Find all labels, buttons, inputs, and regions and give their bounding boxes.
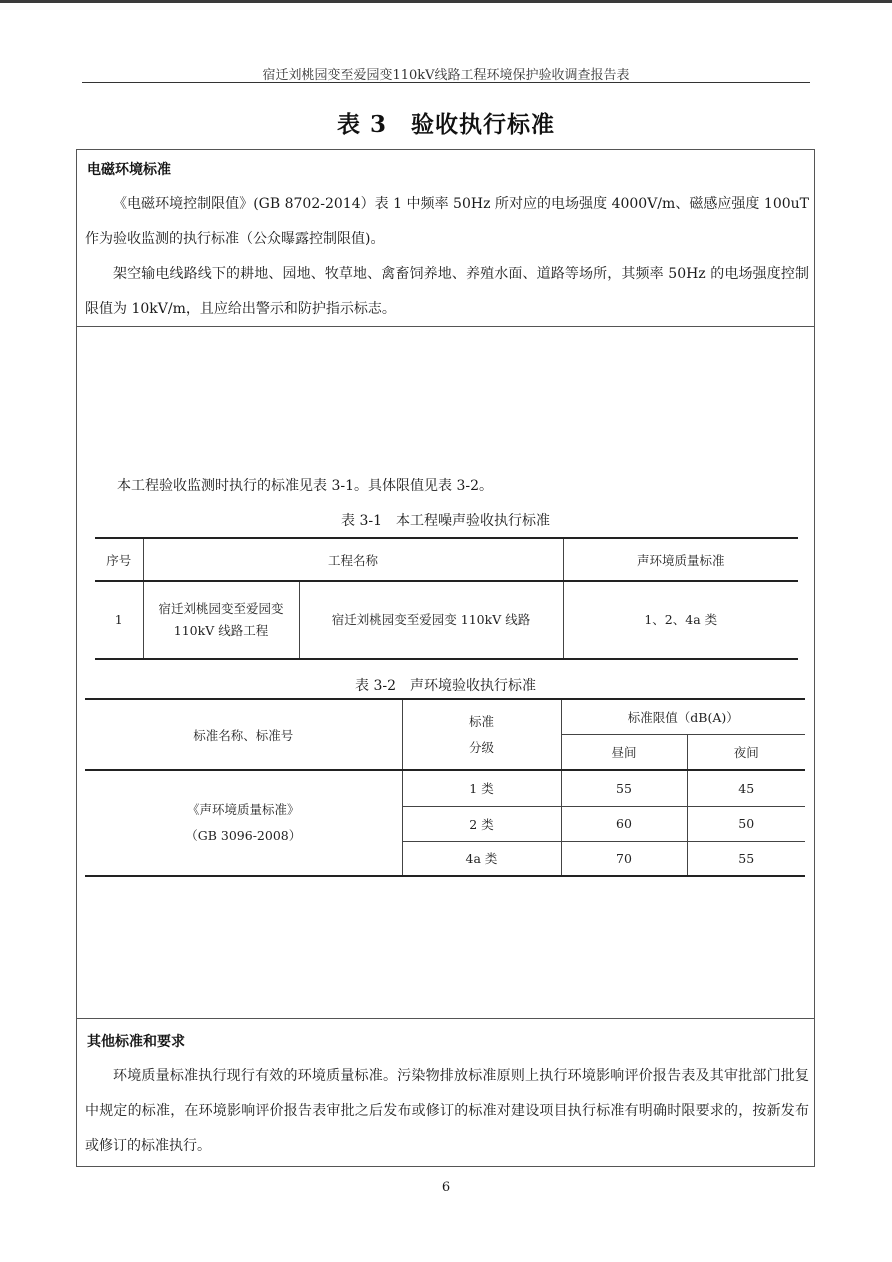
- section-divider: [77, 1018, 814, 1019]
- em-paragraph-1: 《电磁环境控制限值》(GB 8702-2014）表 1 中频率 50Hz 所对应的电场强度 4000V/m、磁感应强度 100uT 作为验收监测的执行标准（公众曝露控制限值)。: [85, 196, 809, 247]
- table-3-2-caption: 表 3-2 声环境验收执行标准: [355, 678, 536, 694]
- other-section-heading: 其他标准和要求: [87, 1034, 185, 1050]
- day-limit-cell: 70: [561, 841, 687, 876]
- report-header: 宿迁刘桃园变至爱园变110kV线路工程环境保护验收调查报告表: [262, 68, 630, 83]
- header-rule: [82, 82, 810, 83]
- noise-intro: 本工程验收监测时执行的标准见表 3-1。具体限值见表 3-2。: [117, 478, 493, 494]
- page-title: 表 3 验收执行标准: [336, 111, 555, 138]
- project-line-1: 宿迁刘桃园变至爱园变: [158, 601, 284, 616]
- grade-cell: 4a 类: [402, 841, 561, 876]
- table-3-1-caption: 表 3-1 本工程噪声验收执行标准: [341, 513, 550, 529]
- table-row: [85, 770, 805, 806]
- grade-header-line-1: 标准: [468, 713, 494, 729]
- table-header-project: 工程名称: [143, 538, 563, 581]
- em-section-heading: 电磁环境标准: [87, 162, 171, 178]
- table-cell-sub-project: 宿迁刘桃园变至爱园变 110kV 线路: [299, 581, 563, 659]
- table-header-seq: 序号: [95, 538, 143, 581]
- night-limit-cell: 45: [687, 770, 805, 806]
- table-cell-seq: 1: [95, 581, 143, 659]
- table-header-standard-name: 标准名称、标准号: [85, 699, 402, 770]
- em-paragraph-2: 架空输电线路线下的耕地、园地、牧草地、禽畜饲养地、养殖水面、道路等场所，其频率 50Hz 的电场强度控制限值为 10kV/m，且应给出警示和防护指示标志。: [85, 266, 809, 317]
- standards-frame: [76, 149, 815, 1167]
- table-header-night: 夜间: [687, 734, 805, 770]
- standard-code: （GB 3096-2008）: [185, 828, 302, 843]
- noise-standard-table: [95, 537, 798, 660]
- table-header-grade: [402, 699, 561, 770]
- night-limit-cell: 50: [687, 806, 805, 841]
- standard-name-cell: [85, 770, 402, 876]
- day-limit-cell: 55: [561, 770, 687, 806]
- table-cell-project: [143, 581, 299, 659]
- project-line-2: 110kV 线路工程: [173, 623, 269, 638]
- page-number: 6: [441, 1180, 451, 1195]
- table-cell-standard: 1、2、4a 类: [563, 581, 798, 659]
- night-limit-cell: 55: [687, 841, 805, 876]
- table-header-standard: 声环境质量标准: [563, 538, 798, 581]
- table-header-day: 昼间: [561, 734, 687, 770]
- day-limit-cell: 60: [561, 806, 687, 841]
- section-divider: [77, 326, 814, 327]
- noise-limit-table: [85, 698, 805, 877]
- grade-header-line-2: 分级: [468, 739, 494, 755]
- grade-cell: 1 类: [402, 770, 561, 806]
- page-top-edge: [0, 0, 892, 3]
- table-header-limit: 标准限值（dB(A)）: [561, 699, 805, 734]
- standard-name: 《声环境质量标准》: [186, 802, 300, 817]
- other-paragraph: 环境质量标准执行现行有效的环境质量标准。污染物排放标准原则上执行环境影响评价报告表及其审批部门批复中规定的标准，在环境影响评价报告表审批之后发布或修订的标准对建设项目执行标准有明确时限要求的，按新发布或修订的标准执行。: [85, 1068, 809, 1154]
- grade-cell: 2 类: [402, 806, 561, 841]
